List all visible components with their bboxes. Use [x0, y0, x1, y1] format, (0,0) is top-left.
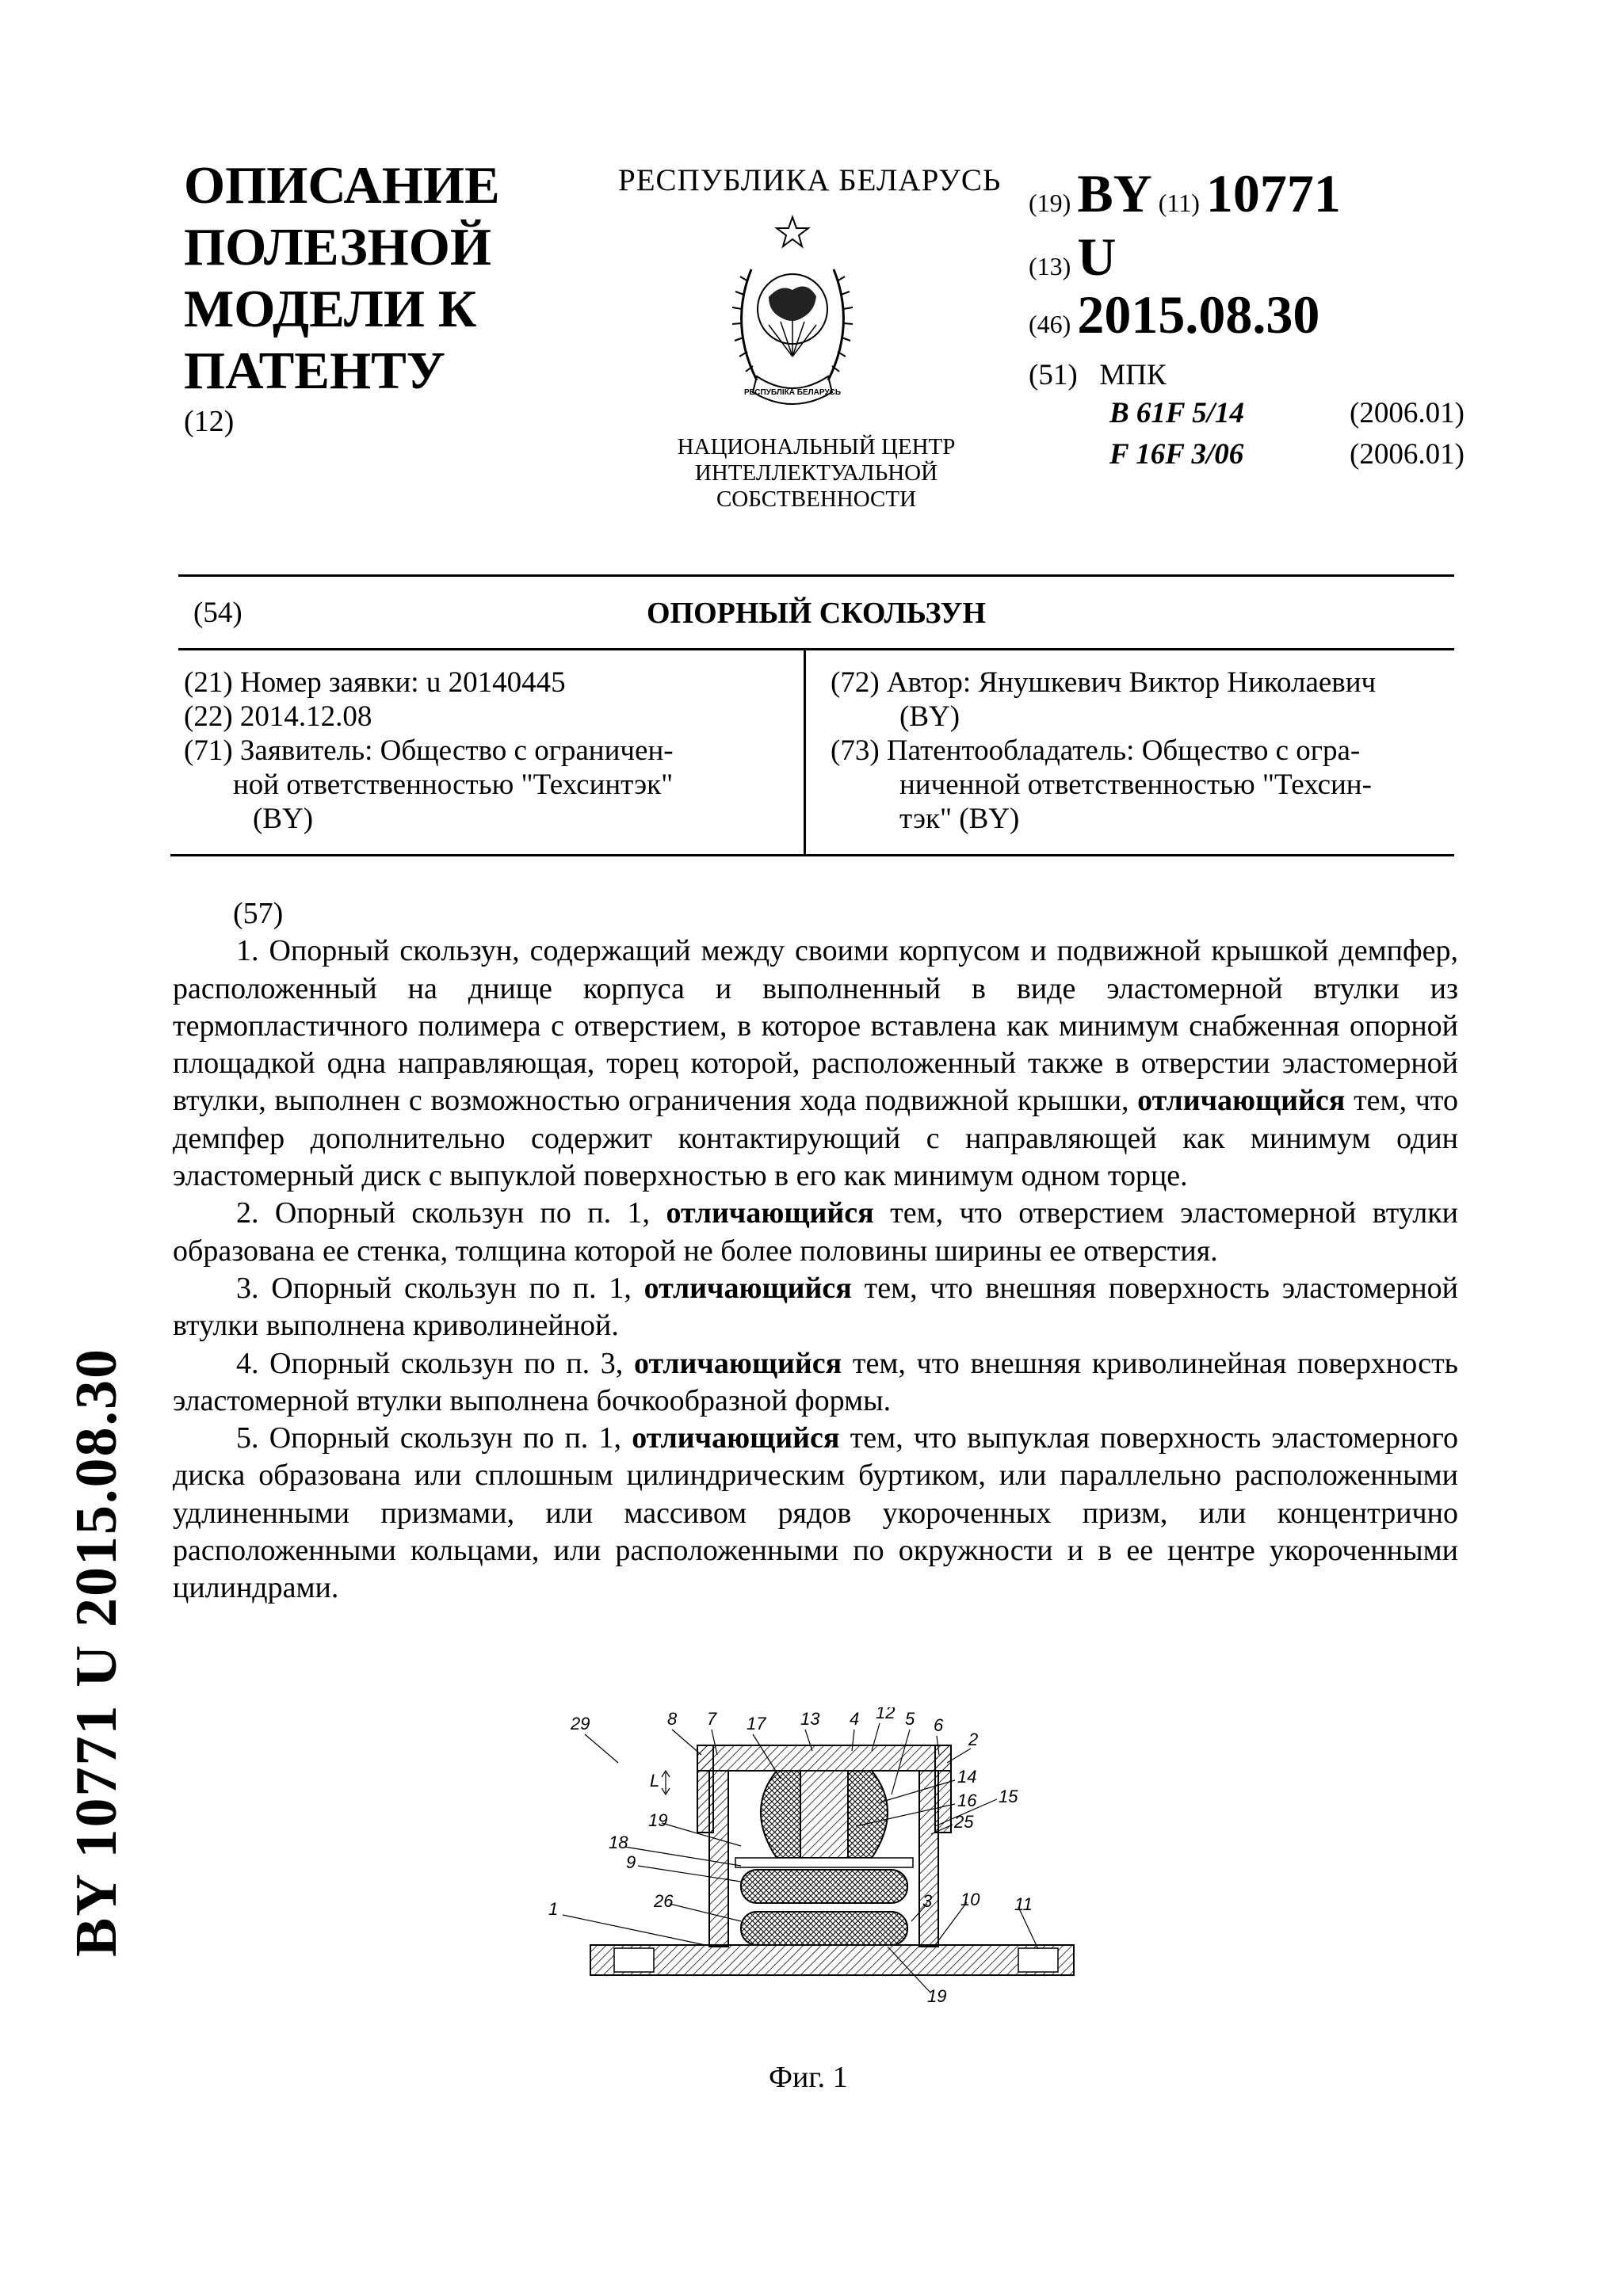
claim-3: 3. Опорный скользун по п. 1, отличающийся тем, что внешняя поверхность эластомерной втулки выполнена криволинейной.: [173, 1271, 1458, 1343]
country-code: BY: [1077, 163, 1152, 223]
svg-text:19: 19: [927, 1986, 947, 2006]
bib-kind: (13) U: [1029, 227, 1117, 287]
svg-text:18: 18: [609, 1833, 628, 1852]
svg-text:13: 13: [800, 1709, 820, 1729]
document-title: ОПИСАНИЕ ПОЛЕЗНОЙ МОДЕЛИ К ПАТЕНТУ: [184, 156, 500, 400]
ipc-code-1: B 61F 5/14: [1109, 397, 1244, 429]
mpk-label: МПК: [1099, 359, 1167, 391]
svg-text:11: 11: [1014, 1894, 1033, 1914]
svg-text:10: 10: [960, 1890, 980, 1909]
patent-title: ОПОРНЫЙ СКОЛЬЗУН: [646, 597, 987, 630]
claims-section: [173, 895, 1458, 1608]
rule-mid: [178, 648, 1454, 650]
svg-text:7: 7: [707, 1709, 717, 1729]
svg-text:26: 26: [654, 1891, 674, 1911]
title-code: (54): [193, 597, 242, 629]
technical-drawing-figure-1: [539, 1707, 1094, 2020]
svg-text:12: 12: [876, 1707, 896, 1722]
applicant-column: (21) Номер заявки: u 20140445 (22) 2014.12.08 (71) Заявитель: Общество с ограничен- ной ответственностью "Техсинтэк" (BY): [184, 666, 674, 835]
svg-text:9: 9: [626, 1852, 636, 1872]
kind-code: (12): [184, 405, 235, 438]
rule-bottom: [170, 854, 1454, 856]
claim-2: 2. Опорный скользун по п. 1, отличающийся тем, что отверстием эластомерной втулки образована ее стенка, толщина которой не более половины ширины ее отверстия.: [173, 1196, 1458, 1268]
emblem-ribbon-text: РЕСПУБЛІКА БЕЛАРУСЬ: [743, 388, 842, 397]
ipc-edition-1: (2006.01): [1350, 397, 1465, 429]
svg-text:19: 19: [648, 1810, 668, 1830]
svg-text:15: 15: [999, 1787, 1018, 1806]
agency-name: НАЦИОНАЛЬНЫЙ ЦЕНТР ИНТЕЛЛЕКТУАЛЬНОЙ СОБСТВЕННОСТИ: [677, 434, 956, 512]
svg-text:5: 5: [905, 1709, 915, 1729]
claim-1: 1. Опорный скользун, содержащий между своими корпусом и подвижной крышкой демпфер, расположенный на днище корпуса и выполненный в виде эластомерной втулки из термопластичного полимера с отверстием, в которое вставлена как минимум снабженная опорной площадкой одна направляющая, торец которой, расположенный также в отверстии эластомерной втулки, выполнен с возможностью ограничения хода подвижной крышки, отличающийся тем, что демпфер дополнительно содержит контактирующий с направляющей как минимум один эластомерный диск с выпуклой поверхностью в его как минимум одном торце.: [173, 934, 1458, 1193]
ipc-edition-2: (2006.01): [1350, 438, 1465, 471]
side-document-id: BY 10771 U 2015.08.30: [64, 1348, 129, 1957]
publication-date: 2015.08.30: [1077, 284, 1320, 345]
svg-text:3: 3: [922, 1891, 933, 1911]
ipc-code-2: F 16F 3/06: [1109, 438, 1244, 471]
claim-5: 5. Опорный скользун по п. 1, отличающийся тем, что выпуклая поверхность эластомерного диска образована или сплошным цилиндрическим буртиком, или параллельно расположенными удлиненными призмами, или массивом рядов укороченных призм, или концентрично расположенными кольцами, или расположенными по окружности и в ее центре укороченными цилиндрами.: [173, 1421, 1458, 1605]
figure-caption: Фиг. 1: [769, 2061, 848, 2094]
svg-text:8: 8: [667, 1709, 678, 1729]
column-divider: [804, 648, 806, 856]
svg-text:16: 16: [957, 1791, 977, 1810]
svg-text:L: L: [650, 1771, 660, 1791]
claims-code: (57): [233, 897, 284, 930]
bib-mpk: (51) МПК: [1029, 359, 1167, 391]
svg-text:4: 4: [850, 1709, 860, 1729]
owner-column: (72) Автор: Янушкевич Виктор Николаевич (BY) (73) Патентообладатель: Общество с огра- ниченной ответственностью "Техсин- тэк" (BY): [831, 666, 1377, 835]
svg-text:29: 29: [571, 1714, 590, 1733]
svg-text:17: 17: [747, 1714, 766, 1733]
bib-date: (46) 2015.08.30: [1029, 284, 1320, 345]
svg-text:1: 1: [548, 1899, 559, 1919]
svg-text:6: 6: [934, 1715, 944, 1735]
patent-number: 10771: [1205, 163, 1341, 223]
svg-text:25: 25: [954, 1812, 974, 1832]
claim-4: 4. Опорный скользун по п. 3, отличающийся тем, что внешняя криволинейная поверхность эластомерной втулки выполнена бочкообразной формы.: [173, 1346, 1459, 1417]
kind-letter: U: [1077, 227, 1117, 287]
country-name: РЕСПУБЛИКА БЕЛАРУСЬ: [618, 163, 1002, 197]
svg-text:2: 2: [968, 1730, 979, 1749]
bib-country-number: (19) BY (11) 10771: [1029, 163, 1341, 223]
rule-top: [178, 574, 1454, 577]
svg-text:14: 14: [957, 1767, 977, 1787]
state-emblem-icon: [713, 214, 872, 428]
